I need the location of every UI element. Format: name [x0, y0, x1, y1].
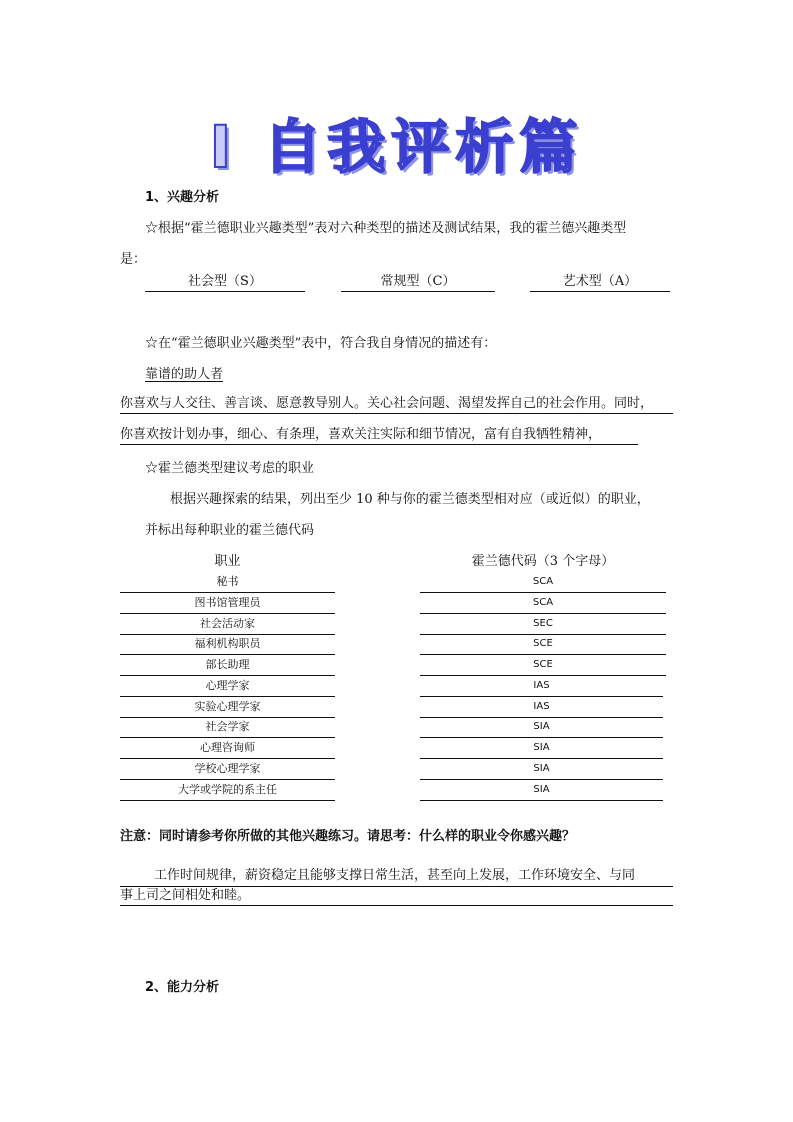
type-intro-line1: ☆根据“霍兰德职业兴趣类型”表对六种类型的描述及测试结果，我的霍兰德兴趣类型 [145, 221, 627, 236]
code-cell: IAS [420, 676, 663, 697]
column-header-code: 霍兰德代码（3 个字母） [471, 554, 615, 569]
section2-heading: 2、能力分析 [145, 980, 220, 995]
holland-type-1: 社会型（S） [145, 273, 305, 292]
job-cell: 社会学家 [120, 717, 335, 738]
code-cell: SCE [420, 634, 666, 655]
career-intro-line2: 并标出每种职业的霍兰德代码 [145, 523, 315, 538]
job-cell: 心理学家 [120, 676, 335, 697]
job-cell: 部长助理 [120, 655, 335, 676]
description-title: 靠谱的助人者 [145, 367, 224, 382]
code-cell: SIA [420, 759, 663, 780]
note-text: 注意：同时请参考你所做的其他兴趣练习。请思考：什么样的职业令你感兴趣？ [120, 829, 576, 844]
job-cell: 福利机构职员 [120, 634, 335, 655]
code-cell: SCE [420, 655, 666, 676]
career-heading: ☆霍兰德类型建议考虑的职业 [145, 461, 315, 476]
type-intro-line2: 是： [120, 252, 147, 267]
description-line1: 你喜欢与人交往、善言谈、愿意教导别人。关心社会问题、渴望发挥自己的社会作用。同时， [120, 395, 673, 414]
job-cell: 心理咨询师 [120, 738, 335, 759]
code-cell: SIA [420, 780, 663, 801]
page-title: Ⅰ 自我评析篇 [209, 113, 584, 181]
code-cell: SEC [420, 614, 666, 635]
description-intro: ☆在“霍兰德职业兴趣类型”表中，符合我自身情况的描述有： [145, 336, 497, 351]
holland-type-2: 常规型（C） [341, 273, 495, 292]
answer-line1: 工作时间规律，薪资稳定且能够支撑日常生活，甚至向上发展，工作环境安全、与同 [120, 866, 673, 887]
job-cell: 秘书 [120, 572, 335, 593]
job-cell: 图书馆管理员 [120, 593, 335, 614]
holland-type-3: 艺术型（A） [530, 273, 670, 292]
code-cell: SCA [420, 593, 666, 614]
code-cell: SIA [420, 717, 663, 738]
code-cell: SCA [420, 572, 666, 593]
column-header-job: 职业 [214, 554, 241, 569]
career-intro-line1: 根据兴趣探索的结果，列出至少 10 种与你的霍兰德类型相对应（或近似）的职业， [170, 492, 650, 507]
code-cell: SIA [420, 738, 663, 759]
job-cell: 社会活动家 [120, 614, 335, 635]
section1-heading: 1、兴趣分析 [145, 190, 220, 205]
job-cell: 学校心理学家 [120, 759, 335, 780]
job-cell: 实验心理学家 [120, 697, 335, 718]
description-line2: 你喜欢按计划办事，细心、有条理，喜欢关注实际和细节情况，富有自我牺牲精神， [120, 426, 638, 445]
code-cell: IAS [420, 697, 663, 718]
job-cell: 大学或学院的系主任 [120, 780, 335, 801]
answer-line2: 事上司之间相处和睦。 [120, 887, 673, 906]
